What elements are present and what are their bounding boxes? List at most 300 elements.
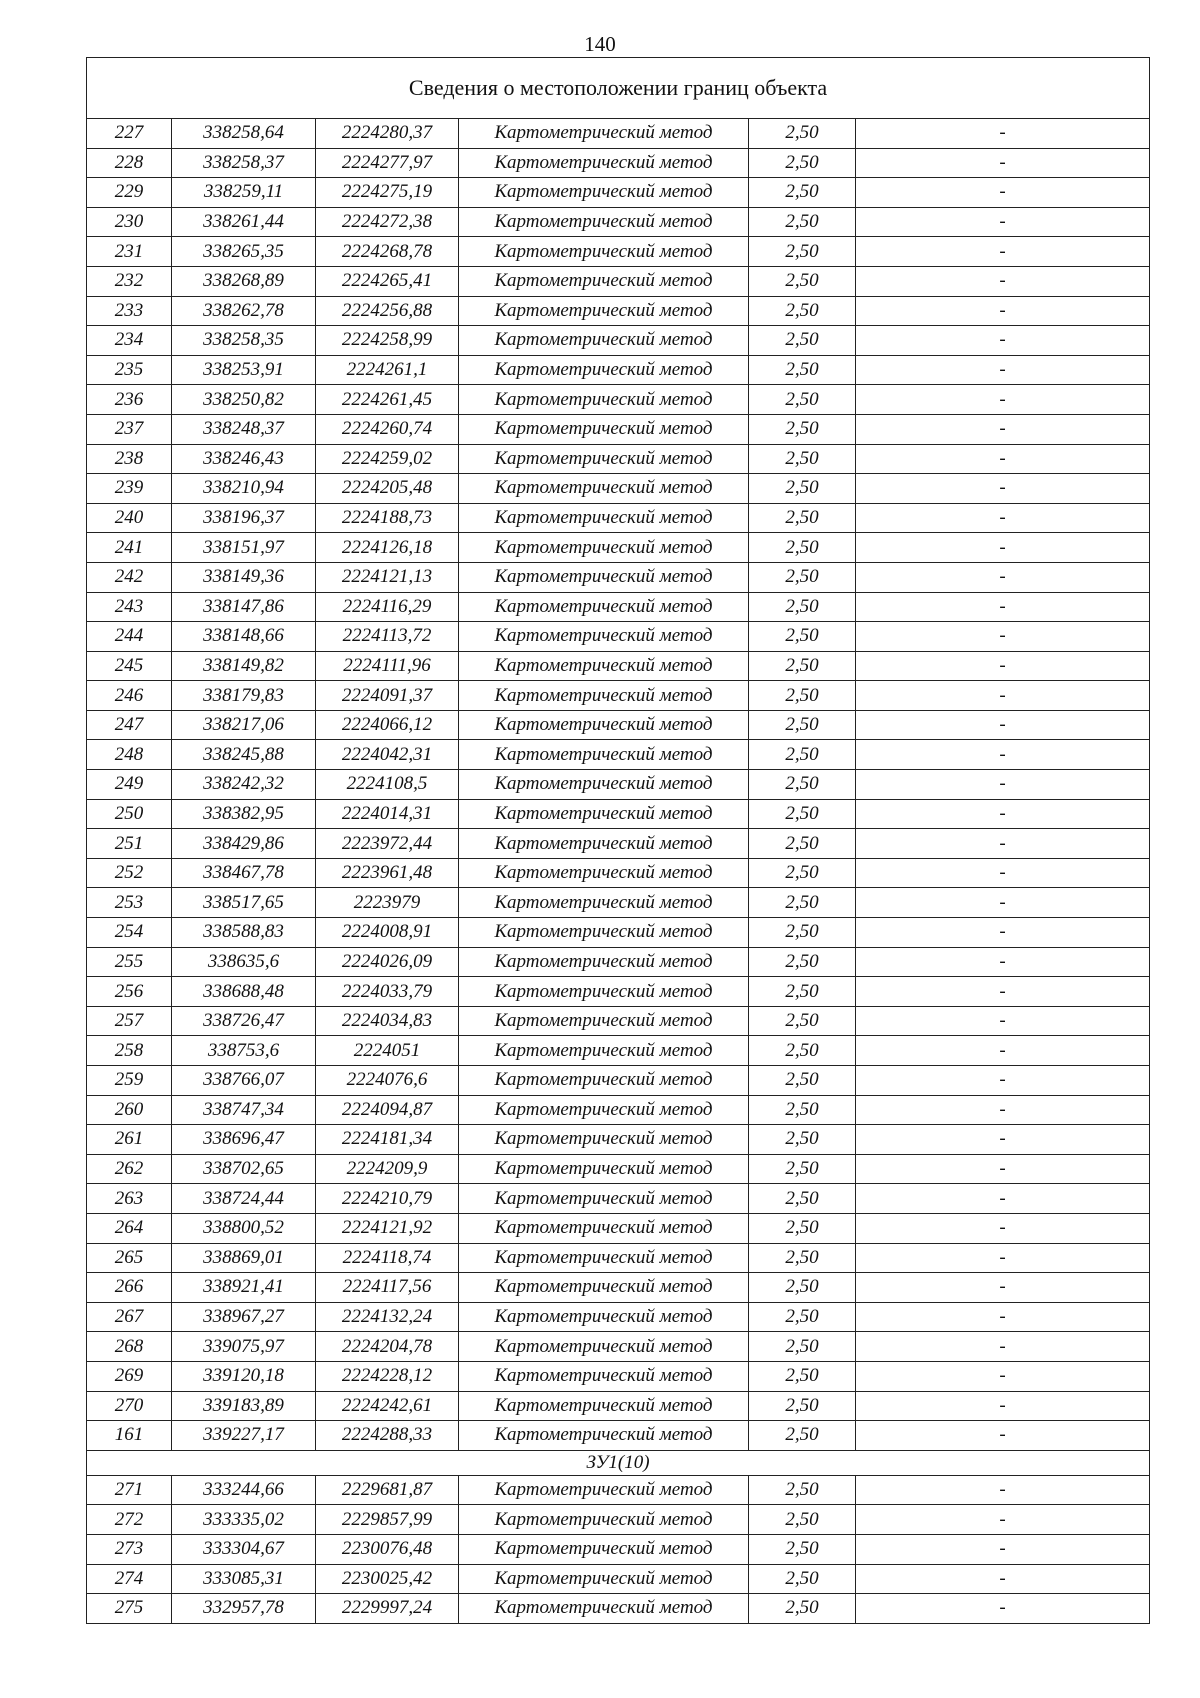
- cell-method: Картометрический метод: [459, 119, 749, 149]
- cell-coord-y: 2224091,37: [316, 681, 459, 711]
- cell-coord-y: 2224121,92: [316, 1213, 459, 1243]
- table-row: [87, 1361, 1150, 1391]
- cell-method: Картометрический метод: [459, 1594, 749, 1624]
- cell-method: Картометрический метод: [459, 622, 749, 652]
- cell-coord-y: 2224034,83: [316, 1006, 459, 1036]
- cell-point-number: 238: [87, 444, 172, 474]
- table-row: [87, 1332, 1150, 1362]
- cell-point-number: 239: [87, 474, 172, 504]
- cell-point-number: 263: [87, 1184, 172, 1214]
- cell-coord-x: 338261,44: [172, 207, 316, 237]
- cell-coord-x: 333304,67: [172, 1534, 316, 1564]
- cell-description: -: [856, 1036, 1150, 1066]
- cell-coord-x: 338688,48: [172, 977, 316, 1007]
- cell-coord-x: 338210,94: [172, 474, 316, 504]
- cell-accuracy: 2,50: [749, 503, 856, 533]
- cell-accuracy: 2,50: [749, 829, 856, 859]
- cell-method: Картометрический метод: [459, 1006, 749, 1036]
- cell-accuracy: 2,50: [749, 1006, 856, 1036]
- cell-method: Картометрический метод: [459, 1184, 749, 1214]
- cell-accuracy: 2,50: [749, 1564, 856, 1594]
- table-row: [87, 1213, 1150, 1243]
- cell-coord-x: 338766,07: [172, 1066, 316, 1096]
- cell-method: Картометрический метод: [459, 148, 749, 178]
- cell-coord-y: 2224014,31: [316, 799, 459, 829]
- cell-description: -: [856, 266, 1150, 296]
- cell-coord-y: 2224118,74: [316, 1243, 459, 1273]
- cell-description: -: [856, 977, 1150, 1007]
- cell-description: -: [856, 1594, 1150, 1624]
- cell-coord-x: 338635,6: [172, 947, 316, 977]
- cell-coord-x: 338253,91: [172, 355, 316, 385]
- cell-point-number: 237: [87, 414, 172, 444]
- table-row: [87, 1273, 1150, 1303]
- boundary-coordinates-table: [86, 57, 1150, 1624]
- cell-description: -: [856, 1391, 1150, 1421]
- table-row: [87, 1391, 1150, 1421]
- cell-point-number: 255: [87, 947, 172, 977]
- cell-method: Картометрический метод: [459, 1421, 749, 1451]
- cell-accuracy: 2,50: [749, 740, 856, 770]
- cell-point-number: 273: [87, 1534, 172, 1564]
- cell-description: -: [856, 178, 1150, 208]
- cell-description: -: [856, 533, 1150, 563]
- cell-coord-x: 338148,66: [172, 622, 316, 652]
- cell-method: Картометрический метод: [459, 799, 749, 829]
- cell-coord-x: 338246,43: [172, 444, 316, 474]
- table-row: [87, 414, 1150, 444]
- cell-point-number: 227: [87, 119, 172, 149]
- cell-accuracy: 2,50: [749, 414, 856, 444]
- cell-coord-x: 338217,06: [172, 710, 316, 740]
- cell-method: Картометрический метод: [459, 1213, 749, 1243]
- table-row: [87, 1534, 1150, 1564]
- table-row: [87, 1125, 1150, 1155]
- cell-description: -: [856, 651, 1150, 681]
- cell-coord-y: 2229997,24: [316, 1594, 459, 1624]
- cell-coord-x: 338149,82: [172, 651, 316, 681]
- cell-method: Картометрический метод: [459, 740, 749, 770]
- cell-accuracy: 2,50: [749, 770, 856, 800]
- cell-coord-x: 338151,97: [172, 533, 316, 563]
- cell-coord-x: 338429,86: [172, 829, 316, 859]
- cell-point-number: 234: [87, 326, 172, 356]
- cell-point-number: 245: [87, 651, 172, 681]
- cell-accuracy: 2,50: [749, 266, 856, 296]
- cell-method: Картометрический метод: [459, 1095, 749, 1125]
- cell-coord-y: 2223979: [316, 888, 459, 918]
- cell-accuracy: 2,50: [749, 1421, 856, 1451]
- cell-point-number: 232: [87, 266, 172, 296]
- cell-description: -: [856, 770, 1150, 800]
- cell-method: Картометрический метод: [459, 592, 749, 622]
- cell-accuracy: 2,50: [749, 1391, 856, 1421]
- cell-accuracy: 2,50: [749, 1125, 856, 1155]
- cell-method: Картометрический метод: [459, 503, 749, 533]
- cell-accuracy: 2,50: [749, 947, 856, 977]
- cell-coord-x: 338265,35: [172, 237, 316, 267]
- cell-accuracy: 2,50: [749, 1095, 856, 1125]
- cell-coord-x: 338259,11: [172, 178, 316, 208]
- cell-point-number: 240: [87, 503, 172, 533]
- cell-coord-x: 338382,95: [172, 799, 316, 829]
- cell-accuracy: 2,50: [749, 681, 856, 711]
- cell-accuracy: 2,50: [749, 651, 856, 681]
- cell-method: Картометрический метод: [459, 385, 749, 415]
- cell-coord-y: 2224256,88: [316, 296, 459, 326]
- cell-description: -: [856, 385, 1150, 415]
- table-row: [87, 1006, 1150, 1036]
- cell-point-number: 242: [87, 562, 172, 592]
- cell-description: -: [856, 1421, 1150, 1451]
- cell-point-number: 258: [87, 1036, 172, 1066]
- cell-point-number: 236: [87, 385, 172, 415]
- cell-coord-x: 339227,17: [172, 1421, 316, 1451]
- cell-coord-y: 2229681,87: [316, 1475, 459, 1505]
- table-title: Сведения о местоположении границ объекта: [87, 58, 1150, 119]
- cell-accuracy: 2,50: [749, 1361, 856, 1391]
- cell-method: Картометрический метод: [459, 918, 749, 948]
- cell-description: -: [856, 119, 1150, 149]
- cell-point-number: 241: [87, 533, 172, 563]
- cell-accuracy: 2,50: [749, 858, 856, 888]
- cell-description: -: [856, 681, 1150, 711]
- cell-coord-x: 338149,36: [172, 562, 316, 592]
- cell-point-number: 256: [87, 977, 172, 1007]
- cell-description: -: [856, 918, 1150, 948]
- cell-method: Картометрический метод: [459, 355, 749, 385]
- cell-coord-y: 2224259,02: [316, 444, 459, 474]
- cell-method: Картометрический метод: [459, 178, 749, 208]
- cell-coord-x: 338800,52: [172, 1213, 316, 1243]
- cell-description: -: [856, 799, 1150, 829]
- table-row: [87, 888, 1150, 918]
- cell-coord-y: 2224066,12: [316, 710, 459, 740]
- table-row: [87, 444, 1150, 474]
- table-row: [87, 533, 1150, 563]
- cell-point-number: 264: [87, 1213, 172, 1243]
- cell-point-number: 230: [87, 207, 172, 237]
- cell-coord-x: 338147,86: [172, 592, 316, 622]
- cell-method: Картометрический метод: [459, 1505, 749, 1535]
- cell-accuracy: 2,50: [749, 296, 856, 326]
- cell-point-number: 251: [87, 829, 172, 859]
- cell-point-number: 244: [87, 622, 172, 652]
- cell-coord-y: 2224242,61: [316, 1391, 459, 1421]
- cell-point-number: 272: [87, 1505, 172, 1535]
- cell-method: Картометрический метод: [459, 888, 749, 918]
- cell-coord-x: 333335,02: [172, 1505, 316, 1535]
- cell-point-number: 260: [87, 1095, 172, 1125]
- cell-coord-x: 338467,78: [172, 858, 316, 888]
- cell-coord-y: 2224272,38: [316, 207, 459, 237]
- cell-coord-x: 338747,34: [172, 1095, 316, 1125]
- table-row: [87, 474, 1150, 504]
- section-row: [87, 1450, 1150, 1475]
- cell-accuracy: 2,50: [749, 119, 856, 149]
- cell-coord-x: 338696,47: [172, 1125, 316, 1155]
- cell-description: -: [856, 355, 1150, 385]
- cell-coord-x: 338262,78: [172, 296, 316, 326]
- cell-accuracy: 2,50: [749, 1154, 856, 1184]
- cell-description: -: [856, 1273, 1150, 1303]
- cell-accuracy: 2,50: [749, 1505, 856, 1535]
- cell-description: -: [856, 622, 1150, 652]
- cell-coord-y: 2230025,42: [316, 1564, 459, 1594]
- cell-coord-x: 338245,88: [172, 740, 316, 770]
- table-row: [87, 1505, 1150, 1535]
- cell-accuracy: 2,50: [749, 1066, 856, 1096]
- cell-accuracy: 2,50: [749, 474, 856, 504]
- cell-coord-x: 338248,37: [172, 414, 316, 444]
- table-row: [87, 710, 1150, 740]
- cell-coord-x: 339075,97: [172, 1332, 316, 1362]
- table-row: [87, 1095, 1150, 1125]
- cell-description: -: [856, 326, 1150, 356]
- cell-point-number: 257: [87, 1006, 172, 1036]
- table-row: [87, 178, 1150, 208]
- cell-coord-x: 338179,83: [172, 681, 316, 711]
- table-row: [87, 1154, 1150, 1184]
- cell-coord-y: 2224277,97: [316, 148, 459, 178]
- page-number: 140: [584, 32, 616, 56]
- cell-point-number: 248: [87, 740, 172, 770]
- cell-coord-x: 338724,44: [172, 1184, 316, 1214]
- cell-coord-y: 2224268,78: [316, 237, 459, 267]
- cell-coord-x: 338258,35: [172, 326, 316, 356]
- table-row: [87, 148, 1150, 178]
- cell-point-number: 265: [87, 1243, 172, 1273]
- table-row: [87, 562, 1150, 592]
- cell-coord-y: 2224116,29: [316, 592, 459, 622]
- cell-method: Картометрический метод: [459, 414, 749, 444]
- cell-point-number: 261: [87, 1125, 172, 1155]
- cell-coord-y: 2224111,96: [316, 651, 459, 681]
- table-row: [87, 858, 1150, 888]
- cell-method: Картометрический метод: [459, 237, 749, 267]
- cell-method: Картометрический метод: [459, 1036, 749, 1066]
- cell-point-number: 249: [87, 770, 172, 800]
- cell-accuracy: 2,50: [749, 1475, 856, 1505]
- cell-point-number: 254: [87, 918, 172, 948]
- cell-point-number: 259: [87, 1066, 172, 1096]
- cell-coord-x: 338258,64: [172, 119, 316, 149]
- cell-description: -: [856, 888, 1150, 918]
- cell-coord-y: 2224008,91: [316, 918, 459, 948]
- cell-description: -: [856, 1361, 1150, 1391]
- cell-method: Картометрический метод: [459, 710, 749, 740]
- cell-method: Картометрический метод: [459, 1243, 749, 1273]
- cell-description: -: [856, 148, 1150, 178]
- cell-accuracy: 2,50: [749, 326, 856, 356]
- cell-point-number: 271: [87, 1475, 172, 1505]
- cell-accuracy: 2,50: [749, 148, 856, 178]
- cell-coord-y: 2223961,48: [316, 858, 459, 888]
- cell-method: Картометрический метод: [459, 770, 749, 800]
- cell-method: Картометрический метод: [459, 977, 749, 1007]
- cell-accuracy: 2,50: [749, 622, 856, 652]
- cell-accuracy: 2,50: [749, 1332, 856, 1362]
- cell-method: Картометрический метод: [459, 326, 749, 356]
- table-row: [87, 119, 1150, 149]
- cell-coord-y: 2224261,1: [316, 355, 459, 385]
- cell-accuracy: 2,50: [749, 385, 856, 415]
- cell-description: -: [856, 1066, 1150, 1096]
- cell-method: Картометрический метод: [459, 1564, 749, 1594]
- cell-accuracy: 2,50: [749, 977, 856, 1007]
- cell-point-number: 274: [87, 1564, 172, 1594]
- cell-accuracy: 2,50: [749, 237, 856, 267]
- cell-description: -: [856, 1125, 1150, 1155]
- cell-method: Картометрический метод: [459, 266, 749, 296]
- section-label: ЗУ1(10): [87, 1450, 1150, 1475]
- cell-accuracy: 2,50: [749, 918, 856, 948]
- cell-coord-y: 2224094,87: [316, 1095, 459, 1125]
- cell-coord-y: 2224126,18: [316, 533, 459, 563]
- table-row: [87, 207, 1150, 237]
- cell-description: -: [856, 1302, 1150, 1332]
- cell-coord-x: 338196,37: [172, 503, 316, 533]
- table-row: [87, 592, 1150, 622]
- cell-method: Картометрический метод: [459, 651, 749, 681]
- cell-point-number: 243: [87, 592, 172, 622]
- cell-point-number: 262: [87, 1154, 172, 1184]
- cell-accuracy: 2,50: [749, 1243, 856, 1273]
- cell-coord-x: 339183,89: [172, 1391, 316, 1421]
- cell-point-number: 275: [87, 1594, 172, 1624]
- cell-description: -: [856, 414, 1150, 444]
- cell-description: -: [856, 858, 1150, 888]
- cell-coord-y: 2224288,33: [316, 1421, 459, 1451]
- cell-method: Картометрический метод: [459, 1066, 749, 1096]
- cell-coord-x: 338268,89: [172, 266, 316, 296]
- table-row: [87, 326, 1150, 356]
- cell-description: -: [856, 503, 1150, 533]
- cell-description: -: [856, 1184, 1150, 1214]
- cell-coord-x: 338258,37: [172, 148, 316, 178]
- cell-coord-y: 2229857,99: [316, 1505, 459, 1535]
- cell-coord-y: 2224228,12: [316, 1361, 459, 1391]
- cell-coord-x: 338967,27: [172, 1302, 316, 1332]
- cell-point-number: 161: [87, 1421, 172, 1451]
- cell-description: -: [856, 1006, 1150, 1036]
- cell-description: -: [856, 1154, 1150, 1184]
- cell-method: Картометрический метод: [459, 1475, 749, 1505]
- cell-coord-x: 338250,82: [172, 385, 316, 415]
- table-row: [87, 622, 1150, 652]
- cell-coord-y: 2230076,48: [316, 1534, 459, 1564]
- cell-coord-y: 2223972,44: [316, 829, 459, 859]
- cell-description: -: [856, 1332, 1150, 1362]
- cell-point-number: 253: [87, 888, 172, 918]
- cell-description: -: [856, 592, 1150, 622]
- table-row: [87, 1475, 1150, 1505]
- cell-coord-x: 338517,65: [172, 888, 316, 918]
- table-row: [87, 296, 1150, 326]
- cell-accuracy: 2,50: [749, 562, 856, 592]
- cell-point-number: 246: [87, 681, 172, 711]
- cell-accuracy: 2,50: [749, 533, 856, 563]
- cell-description: -: [856, 947, 1150, 977]
- cell-coord-y: 2224258,99: [316, 326, 459, 356]
- cell-method: Картометрический метод: [459, 681, 749, 711]
- table-row: [87, 651, 1150, 681]
- cell-description: -: [856, 1475, 1150, 1505]
- cell-method: Картометрический метод: [459, 1154, 749, 1184]
- cell-coord-x: 338702,65: [172, 1154, 316, 1184]
- cell-coord-y: 2224051: [316, 1036, 459, 1066]
- cell-method: Картометрический метод: [459, 1534, 749, 1564]
- cell-accuracy: 2,50: [749, 592, 856, 622]
- cell-coord-y: 2224205,48: [316, 474, 459, 504]
- cell-method: Картометрический метод: [459, 207, 749, 237]
- cell-point-number: 228: [87, 148, 172, 178]
- cell-coord-y: 2224108,5: [316, 770, 459, 800]
- cell-coord-y: 2224260,74: [316, 414, 459, 444]
- cell-accuracy: 2,50: [749, 355, 856, 385]
- cell-accuracy: 2,50: [749, 1273, 856, 1303]
- cell-method: Картометрический метод: [459, 1125, 749, 1155]
- cell-description: -: [856, 1095, 1150, 1125]
- table-row: [87, 799, 1150, 829]
- cell-coord-y: 2224042,31: [316, 740, 459, 770]
- cell-coord-y: 2224076,6: [316, 1066, 459, 1096]
- cell-point-number: 233: [87, 296, 172, 326]
- cell-description: -: [856, 296, 1150, 326]
- table-row: [87, 503, 1150, 533]
- table-row: [87, 266, 1150, 296]
- cell-accuracy: 2,50: [749, 444, 856, 474]
- cell-method: Картометрический метод: [459, 1361, 749, 1391]
- cell-method: Картометрический метод: [459, 1332, 749, 1362]
- cell-accuracy: 2,50: [749, 799, 856, 829]
- table-body: [87, 58, 1150, 1624]
- cell-description: -: [856, 740, 1150, 770]
- cell-description: -: [856, 1213, 1150, 1243]
- cell-method: Картометрический метод: [459, 444, 749, 474]
- cell-description: -: [856, 829, 1150, 859]
- cell-coord-y: 2224209,9: [316, 1154, 459, 1184]
- cell-description: -: [856, 444, 1150, 474]
- table-row: [87, 829, 1150, 859]
- table-row: [87, 1243, 1150, 1273]
- cell-coord-x: 338726,47: [172, 1006, 316, 1036]
- cell-description: -: [856, 237, 1150, 267]
- cell-coord-y: 2224113,72: [316, 622, 459, 652]
- cell-point-number: 266: [87, 1273, 172, 1303]
- cell-accuracy: 2,50: [749, 178, 856, 208]
- cell-description: -: [856, 562, 1150, 592]
- table-row: [87, 1066, 1150, 1096]
- cell-point-number: 268: [87, 1332, 172, 1362]
- table-row: [87, 1421, 1150, 1451]
- cell-method: Картометрический метод: [459, 1391, 749, 1421]
- cell-coord-y: 2224181,34: [316, 1125, 459, 1155]
- cell-description: -: [856, 1243, 1150, 1273]
- cell-coord-y: 2224265,41: [316, 266, 459, 296]
- cell-coord-x: 332957,78: [172, 1594, 316, 1624]
- table-row: [87, 770, 1150, 800]
- table-row: [87, 355, 1150, 385]
- cell-point-number: 231: [87, 237, 172, 267]
- cell-coord-x: 338869,01: [172, 1243, 316, 1273]
- table-row: [87, 977, 1150, 1007]
- cell-method: Картометрический метод: [459, 474, 749, 504]
- cell-accuracy: 2,50: [749, 1036, 856, 1066]
- cell-method: Картометрический метод: [459, 858, 749, 888]
- cell-point-number: 229: [87, 178, 172, 208]
- cell-accuracy: 2,50: [749, 1302, 856, 1332]
